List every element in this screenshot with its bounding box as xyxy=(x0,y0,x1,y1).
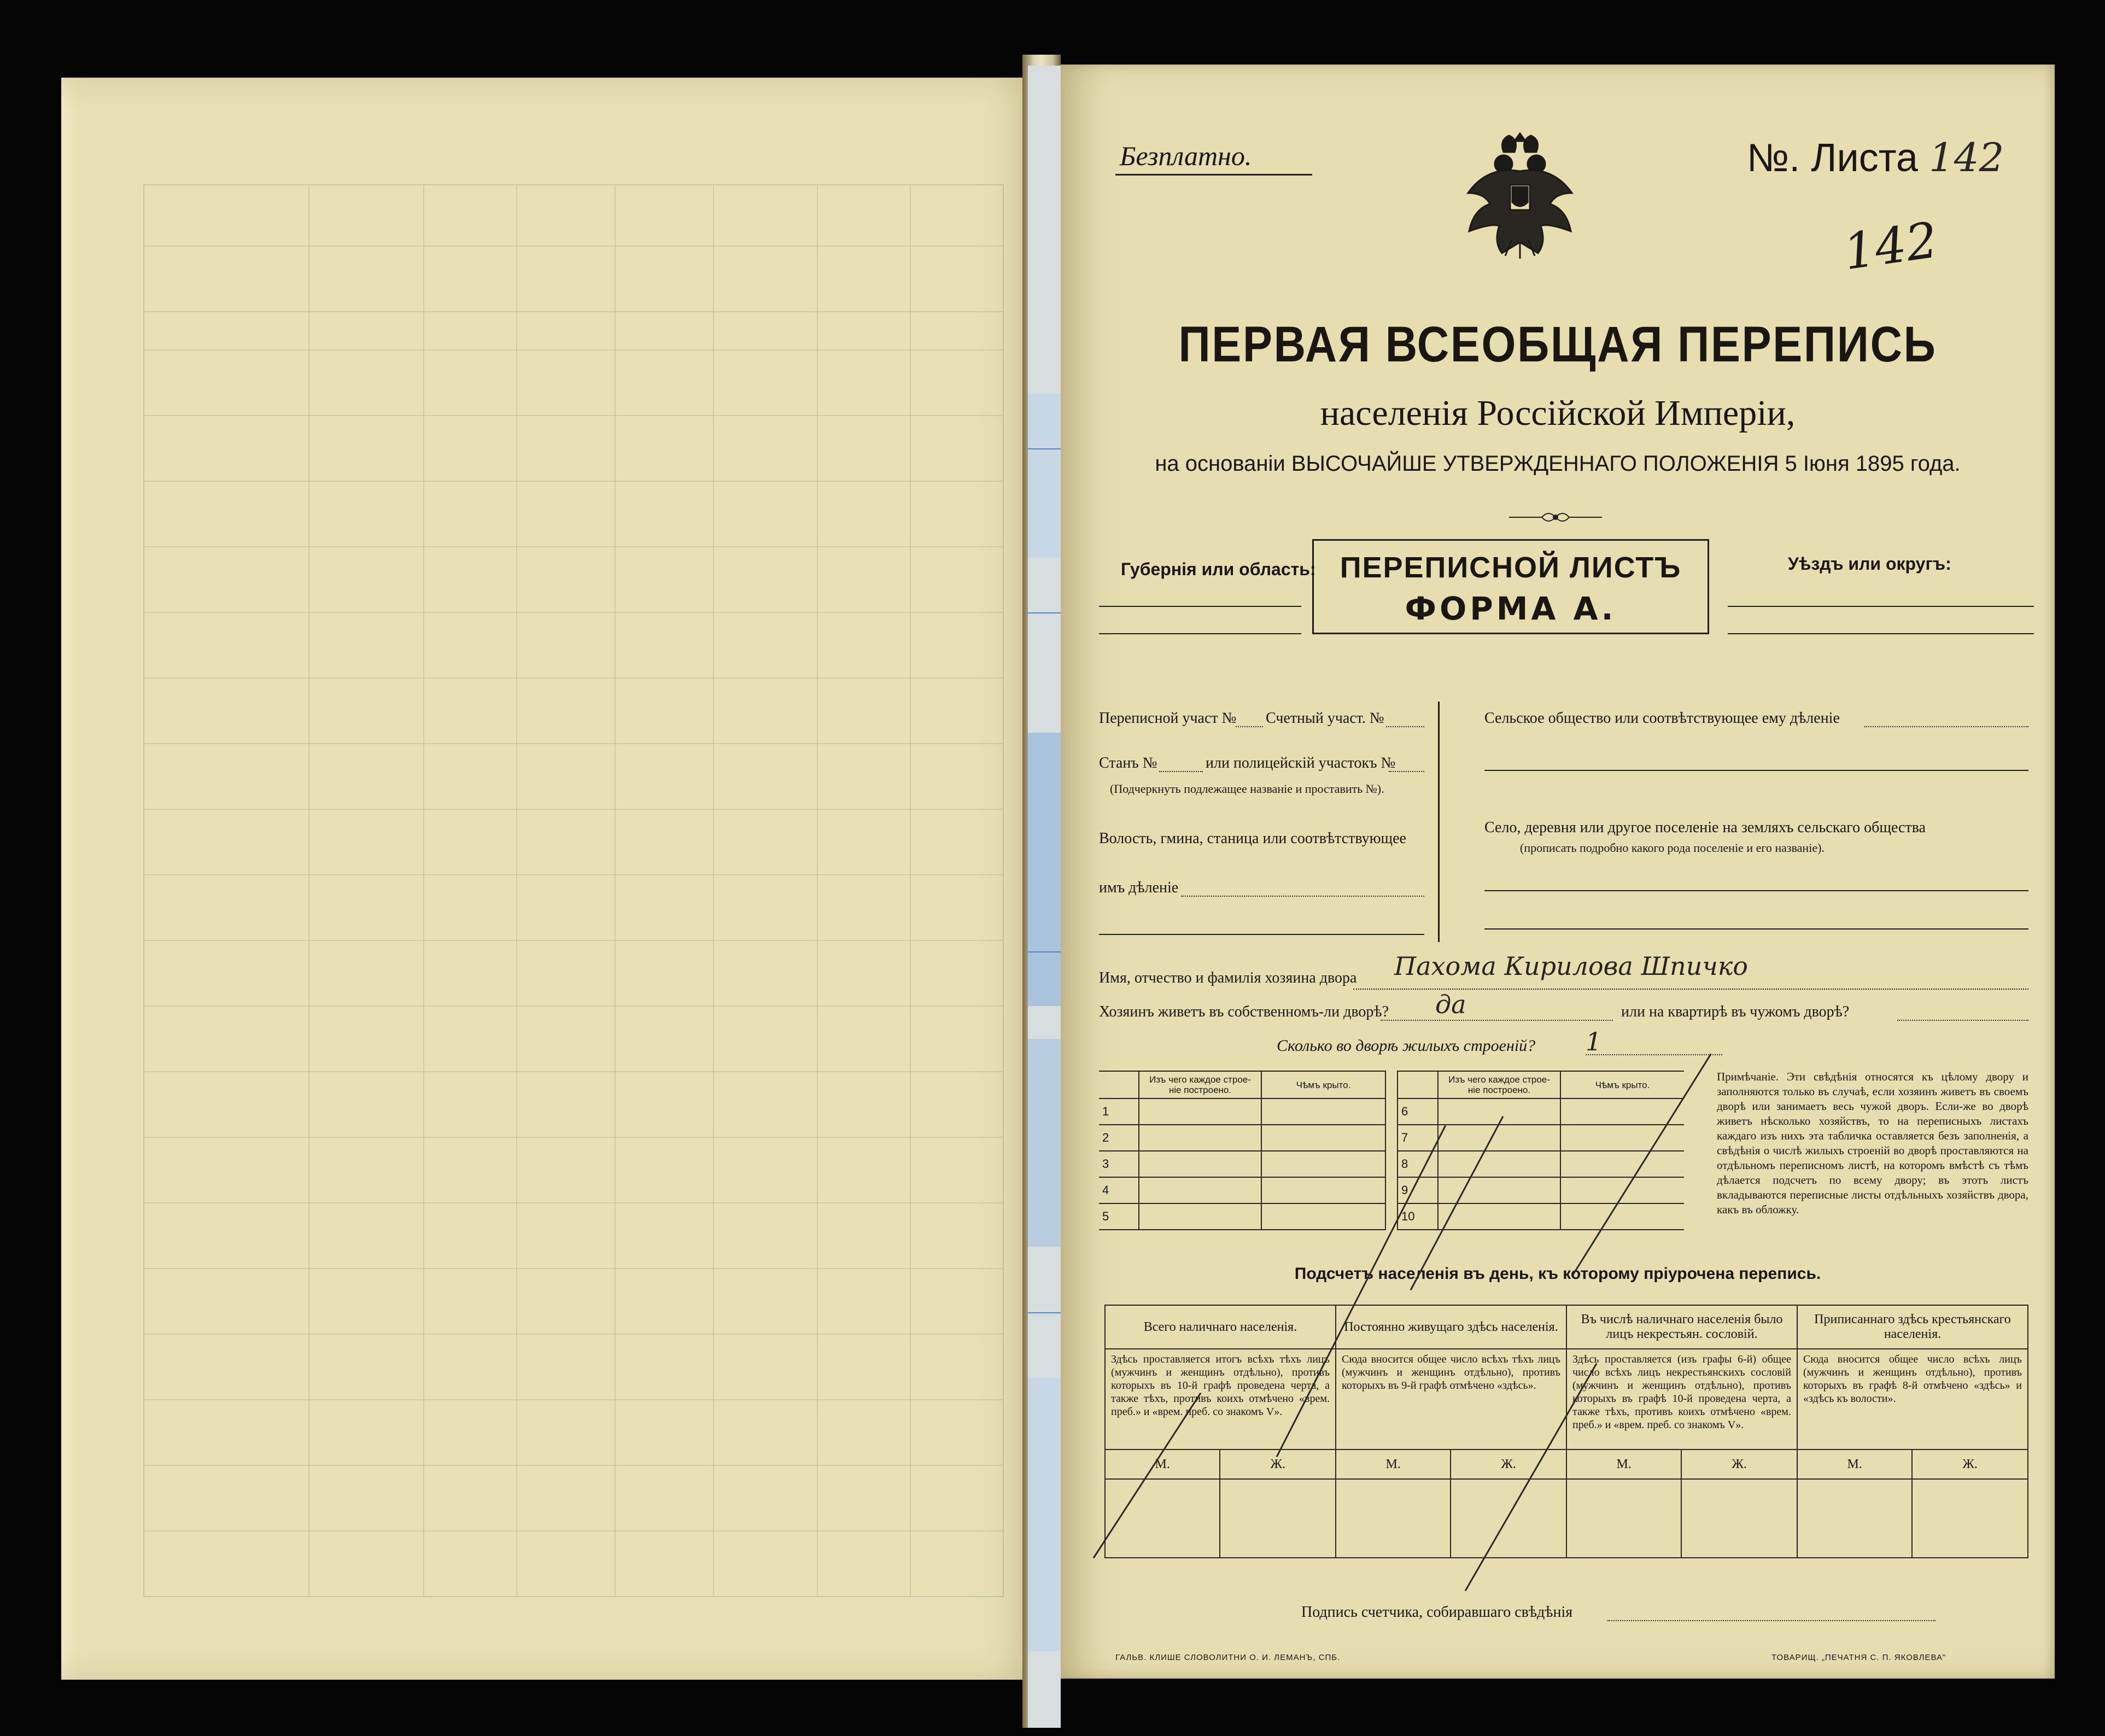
sheet-number xyxy=(1747,135,2004,180)
female-header: Ж. xyxy=(1912,1449,2028,1479)
pop-value-cell xyxy=(1681,1479,1797,1558)
female-header: Ж. xyxy=(1451,1449,1566,1479)
pop-value-cell xyxy=(1220,1479,1336,1558)
sheet-number-label: №. Листа xyxy=(1747,136,1918,180)
building-row-number: 3 xyxy=(1099,1151,1139,1177)
main-title: ПЕРВАЯ ВСЕОБЩАЯ ПЕРЕПИСЬ xyxy=(1178,317,1937,372)
show-through-grid xyxy=(143,184,1004,1597)
district-label: Уѣздъ или округъ: xyxy=(1788,554,1951,574)
pop-col-desc-nonpeasant: Здѣсь проставляется (изъ графы 6-й) общее число всѣхъ лицъ некрестьянскихъ сословій (мужчинъ и женщинъ отдѣльно), противъ которыхъ въ графѣ 10-й проведена черта, а также тѣхъ, противъ коихъ отмѣчено «врем. преб.» и «врем. преб. со знакомъ V». xyxy=(1566,1349,1797,1449)
roof-header: Чѣмъ крыто. xyxy=(1261,1071,1385,1098)
pop-value-cell xyxy=(1797,1479,1912,1558)
building-row-number: 4 xyxy=(1099,1177,1139,1203)
signature-blank xyxy=(1607,1620,1936,1621)
pop-col-head-permanent: Постоянно живущаго здѣсь населенія. xyxy=(1336,1305,1566,1349)
district-line xyxy=(1728,606,2034,607)
pop-col-desc-permanent: Сюда вносится общее число всѣхъ тѣхъ лицъ (мужчинъ и женщинъ отдѣльно), противъ которыхъ въ 9-й графѣ отмѣчено «здѣсь». xyxy=(1336,1349,1566,1449)
pop-value-cell xyxy=(1105,1479,1220,1558)
pop-value-cell xyxy=(1451,1479,1566,1558)
building-row-number: 7 xyxy=(1398,1125,1438,1151)
buildings-label: Сколько во дворѣ жилыхъ строеній? xyxy=(1277,1037,1536,1055)
free-underline xyxy=(1115,174,1312,176)
buildings-blank xyxy=(1586,1054,1722,1055)
pop-value-cell xyxy=(1912,1479,2028,1558)
roof-header: Чѣмъ крыто. xyxy=(1560,1071,1684,1098)
sheet-number-handwritten: 142 xyxy=(1928,135,2004,180)
census-form-page xyxy=(1061,65,2055,1679)
census-area-label: Переписной участ № xyxy=(1099,710,1237,727)
male-header: М. xyxy=(1336,1449,1451,1479)
own-yard-blank xyxy=(1381,1020,1613,1021)
count-area-label: Счетный участ. № xyxy=(1266,710,1384,727)
material-header: Изъ чего каждое строе- ніе построено. xyxy=(1438,1071,1560,1098)
ornament-divider-icon xyxy=(1509,506,1602,528)
subtitle: населенія Россійской Имперіи, xyxy=(1320,393,1796,433)
map-strip xyxy=(1028,66,1061,1728)
stan-label: Станъ № xyxy=(1099,755,1157,771)
buildings-count-handwritten: 1 xyxy=(1586,1027,1602,1056)
count-area-blank xyxy=(1386,726,1424,727)
pop-col-desc-registered: Сюда вносится общее число всѣхъ лицъ (мужчинъ и женщинъ отдѣльно), противъ которыхъ въ графѣ 8-й отмѣчено «здѣсь» и «здѣсь къ волости». xyxy=(1797,1349,2028,1449)
buildings-note: Примѣчаніе. Эти свѣдѣнія относятся къ цѣлому двору и заполняются только въ случаѣ, если хозяинъ живетъ въ своемъ дворѣ или занимаетъ весь чужой дворъ. Если-же во дворѣ живетъ нѣсколько хозяйствъ, то на переписныхъ листахъ каждаго изъ нихъ эта табличка оставляется безъ заполненія, а свѣдѣнія о числѣ жилыхъ строеній во дворѣ проставляются на отдѣльномъ переписномъ листѣ, на которомъ вмѣстѣ съ тѣмъ дѣлается подсчетъ по всему двору; въ этотъ листъ вкладываются переписные листы отдѣльныхъ хозяйствъ двора, какъ въ обложку. xyxy=(1717,1070,2028,1216)
population-table xyxy=(1104,1305,2028,1558)
pop-value-cell xyxy=(1336,1479,1451,1558)
building-row-number: 6 xyxy=(1398,1098,1438,1125)
village-line xyxy=(1484,890,2028,891)
free-label: Безплатно. xyxy=(1120,141,1252,171)
village-hint: (прописать подробно какого рода поселеніе и его названіе). xyxy=(1520,841,1825,855)
volost-label-2: имъ дѣленіе xyxy=(1099,879,1179,896)
society-line xyxy=(1484,770,2028,771)
building-row-number: 5 xyxy=(1099,1203,1139,1230)
pop-value-cell xyxy=(1566,1479,1681,1558)
province-line-2 xyxy=(1099,633,1301,634)
village-line-2 xyxy=(1484,928,2028,930)
form-variant: ФОРМА А. xyxy=(1405,590,1617,627)
own-yard-handwritten: да xyxy=(1435,990,1466,1019)
margin-handwritten-number: 142 xyxy=(1840,211,1942,282)
building-row-number: 1 xyxy=(1099,1098,1139,1125)
owner-label: Имя, отчество и фамилія хозяина двора xyxy=(1099,969,1357,986)
male-header: М. xyxy=(1105,1449,1220,1479)
building-row-number: 10 xyxy=(1398,1203,1438,1230)
buildings-table-right xyxy=(1397,1071,1684,1230)
fields-divider xyxy=(1438,702,1440,942)
volost-blank xyxy=(1181,896,1424,897)
building-row-number: 9 xyxy=(1398,1177,1438,1203)
double-headed-eagle-icon xyxy=(1465,130,1575,261)
rented-label: или на квартирѣ въ чужомъ дворѣ? xyxy=(1621,1003,1850,1020)
pop-col-head-total: Всего наличнаго населенія. xyxy=(1105,1305,1336,1349)
population-title: Подсчетъ населенія въ день, къ которому пріурочена перепись. xyxy=(1294,1265,1821,1283)
building-row-number: 8 xyxy=(1398,1151,1438,1177)
police-blank xyxy=(1389,771,1424,772)
society-label: Сельское общество или соотвѣтствующее ему дѣленіе xyxy=(1484,710,1840,727)
volost-line xyxy=(1099,934,1424,935)
material-header: Изъ чего каждое строе- ніе построено. xyxy=(1139,1071,1261,1098)
footer-left-credit: ГАЛЬВ. КЛИШЕ СЛОВОЛИТНИ О. И. ЛЕМАНЪ, СПБ. xyxy=(1115,1653,1341,1662)
pop-col-desc-total: Здѣсь проставляется итогъ всѣхъ тѣхъ лицъ (мужчинъ и женщинъ отдѣльно), противъ которыхъ въ 10-й графѣ проведена черта, а также тѣхъ, противъ коихъ отмѣчено «врем. преб.» и «врем. преб. со знакомъ V». xyxy=(1105,1349,1336,1449)
form-title-box xyxy=(1312,539,1709,634)
male-header: М. xyxy=(1566,1449,1681,1479)
owner-name-handwritten: Пахома Кирилова Шпичко xyxy=(1394,951,1748,981)
volost-label: Волость, гмина, станица или соотвѣтствующее xyxy=(1099,830,1406,847)
legal-basis: на основаніи ВЫСОЧАЙШЕ УТВЕРЖДЕННАГО ПОЛОЖЕНІЯ 5 Іюня 1895 года. xyxy=(1155,452,1961,476)
pop-col-head-registered: Приписаннаго здѣсь крестьянскаго населенія. xyxy=(1797,1305,2028,1349)
signature-label: Подпись счетчика, собиравшаго свѣдѣнія xyxy=(1301,1604,1573,1621)
left-page xyxy=(61,78,1045,1680)
footer-right-credit: ТОВАРИЩ. „ПЕЧАТНЯ С. П. ЯКОВЛЕВА" xyxy=(1771,1653,1946,1662)
rented-blank xyxy=(1897,1020,2028,1021)
province-line xyxy=(1099,606,1301,607)
own-yard-label: Хозяинъ живетъ въ собственномъ-ли дворѣ? xyxy=(1099,1003,1389,1020)
building-row-number: 2 xyxy=(1099,1125,1139,1151)
stan-blank xyxy=(1159,771,1203,772)
village-label: Село, деревня или другое поселеніе на земляхъ сельскаго общества xyxy=(1484,819,1926,836)
province-label: Губернія или область: xyxy=(1121,559,1316,579)
underline-hint: (Подчеркнуть подлежащее названіе и проставить №). xyxy=(1110,782,1384,796)
pop-col-head-nonpeasant: Въ числѣ наличнаго населенія было лицъ некрестьян. сословій. xyxy=(1566,1305,1797,1349)
census-area-blank xyxy=(1236,726,1263,727)
buildings-table-left xyxy=(1099,1071,1386,1230)
female-header: Ж. xyxy=(1220,1449,1336,1479)
form-title: ПЕРЕПИСНОЙ ЛИСТЪ xyxy=(1340,551,1682,584)
male-header: М. xyxy=(1797,1449,1912,1479)
society-blank xyxy=(1864,726,2028,727)
district-line-2 xyxy=(1728,633,2034,634)
female-header: Ж. xyxy=(1681,1449,1797,1479)
police-label: или полицейскій участокъ № xyxy=(1206,755,1396,771)
